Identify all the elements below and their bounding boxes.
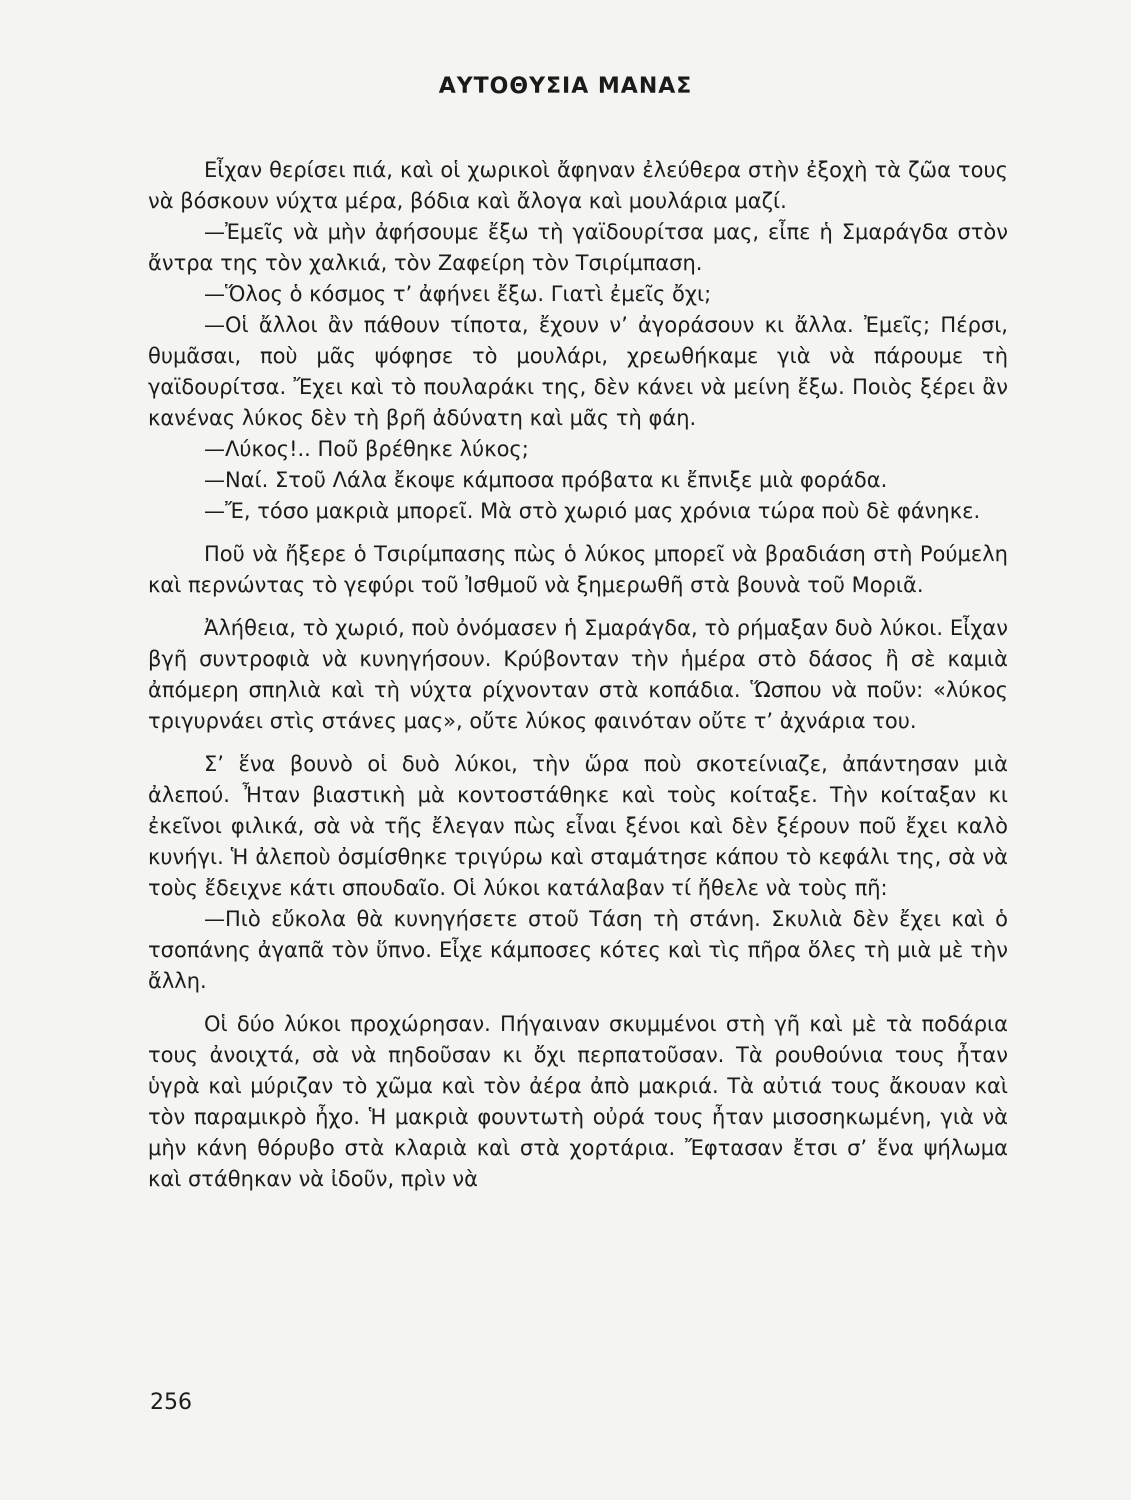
paragraph: —Πιὸ εὔκολα θὰ κυνηγήσετε στοῦ Τάση τὴ στάνη. Σκυλιὰ δὲν ἔχει καὶ ὁ τσοπάνης ἀγαπᾶ τὸν ὕπνο. Εἶχε κάμποσες κότες καὶ τὶς πῆρα ὅλες τὴ μιὰ μὲ τὴν ἄλλη. (148, 907, 1008, 993)
paragraph: Εἶχαν θερίσει πιά, καὶ οἱ χωρικοὶ ἄφηναν ἐλεύθερα στὴν ἐξοχὴ τὰ ζῶα τους νὰ βόσκουν νύχτα μέρα, βόδια καὶ ἄλογα καὶ μουλάρια μαζί. (148, 158, 1008, 213)
paragraph: —Ἐμεῖς νὰ μὴν ἀφήσουμε ἔξω τὴ γαϊδουρίτσα μας, εἶπε ἡ Σμαράγδα στὸν ἄντρα της τὸν χαλκιά, τὸν Ζαφείρη τὸν Τσιρίμπαση. (148, 220, 1008, 275)
paragraph: Ποῦ νὰ ἤξερε ὁ Τσιρίμπασης πὼς ὁ λύκος μπορεῖ νὰ βραδιάση στὴ Ρούμελη καὶ περνώντας τὸ γεφύρι τοῦ Ἰσθμοῦ νὰ ξημερωθῆ στὰ βουνὰ τοῦ Μοριᾶ. (148, 542, 1008, 597)
chapter-title: ΑΥΤΟΘΥΣΙΑ ΜΑΝΑΣ (438, 74, 693, 99)
page-number: 256 (150, 1390, 192, 1415)
paragraph: Ἀλήθεια, τὸ χωριό, ποὺ ὀνόμασεν ἡ Σμαράγδα, τὸ ρήμαξαν δυὸ λύκοι. Εἶχαν βγῆ συντροφιὰ νὰ κυνηγήσουν. Κρύβονταν τὴν ἡμέρα στὸ δάσος ἢ σὲ καμιὰ ἀπόμερη σπηλιὰ καὶ τὴ νύχτα ρίχνονταν στὰ κοπάδια. Ὥσπου νὰ ποῦν: «λύκος τριγυρνάει στὶς στάνες μας», οὔτε λύκος φαινόταν οὔτε τ’ ἀχνάρια του. (148, 616, 1008, 733)
body-text (148, 155, 1008, 1195)
paragraph: —Ναί. Στοῦ Λάλα ἔκοψε κάμποσα πρόβατα κι ἔπνιξε μιὰ φοράδα. (204, 468, 888, 492)
paragraph: —Ὅλος ὁ κόσμος τ’ ἀφήνει ἔξω. Γιατὶ ἐμεῖς ὄχι; (204, 282, 712, 306)
paragraph: Οἱ δύο λύκοι προχώρησαν. Πήγαιναν σκυμμένοι στὴ γῆ καὶ μὲ τὰ ποδάρια τους ἀνοιχτά, σὰ νὰ πηδοῦσαν κι ὄχι περπατοῦσαν. Τὰ ρουθούνια τους ἦταν ὑγρὰ καὶ μύριζαν τὸ χῶμα καὶ τὸν ἀέρα ἀπὸ μακριά. Τὰ αὐτιά τους ἄκουαν καὶ τὸν παραμικρὸ ἦχο. Ἡ μακριὰ φουντωτὴ οὐρά τους ἦταν μισοσηκωμένη, γιὰ νὰ μὴν κάνη θόρυβο στὰ κλαριὰ καὶ στὰ χορτάρια. Ἔφτασαν ἔτσι σ’ ἕνα ψήλωμα καὶ στάθηκαν νὰ ἰδοῦν, πρὶν νὰ (148, 1012, 1008, 1191)
paragraph: —Οἱ ἄλλοι ἂν πάθουν τίποτα, ἔχουν ν’ ἀγοράσουν κι ἄλλα. Ἐμεῖς; Πέρσι, θυμᾶσαι, ποὺ μᾶς ψόφησε τὸ μουλάρι, χρεωθήκαμε γιὰ νὰ πάρουμε τὴ γαϊδουρίτσα. Ἔχει καὶ τὸ πουλαράκι της, δὲν κάνει νὰ μείνη ἔξω. Ποιὸς ξέρει ἂν κανένας λύκος δὲν τὴ βρῆ ἀδύνατη καὶ μᾶς τὴ φάη. (148, 313, 1008, 430)
paragraph: Σ’ ἕνα βουνὸ οἱ δυὸ λύκοι, τὴν ὥρα ποὺ σκοτείνιαζε, ἀπάντησαν μιὰ ἀλεπού. Ἦταν βιαστικὴ μὰ κοντοστάθηκε καὶ τοὺς κοίταξε. Τὴν κοίταξαν κι ἐκεῖνοι φιλικά, σὰ νὰ τῆς ἔλεγαν πὼς εἶναι ξένοι καὶ δὲν ξέρουν ποῦ ἔχει καλὸ κυνήγι. Ἡ ἀλεποὺ ὀσμίσθηκε τριγύρω καὶ σταμάτησε κάπου τὸ κεφάλι της, σὰ νὰ τοὺς ἔδειχνε κάτι σπουδαῖο. Οἱ λύκοι κατάλαβαν τί ἤθελε νὰ τοὺς πῆ: (148, 752, 1008, 900)
paragraph: —Ἔ, τόσο μακριὰ μπορεῖ. Μὰ στὸ χωριό μας χρόνια τώρα ποὺ δὲ φάνηκε. (204, 499, 981, 523)
paragraph: —Λύκος!.. Ποῦ βρέθηκε λύκος; (204, 437, 529, 461)
